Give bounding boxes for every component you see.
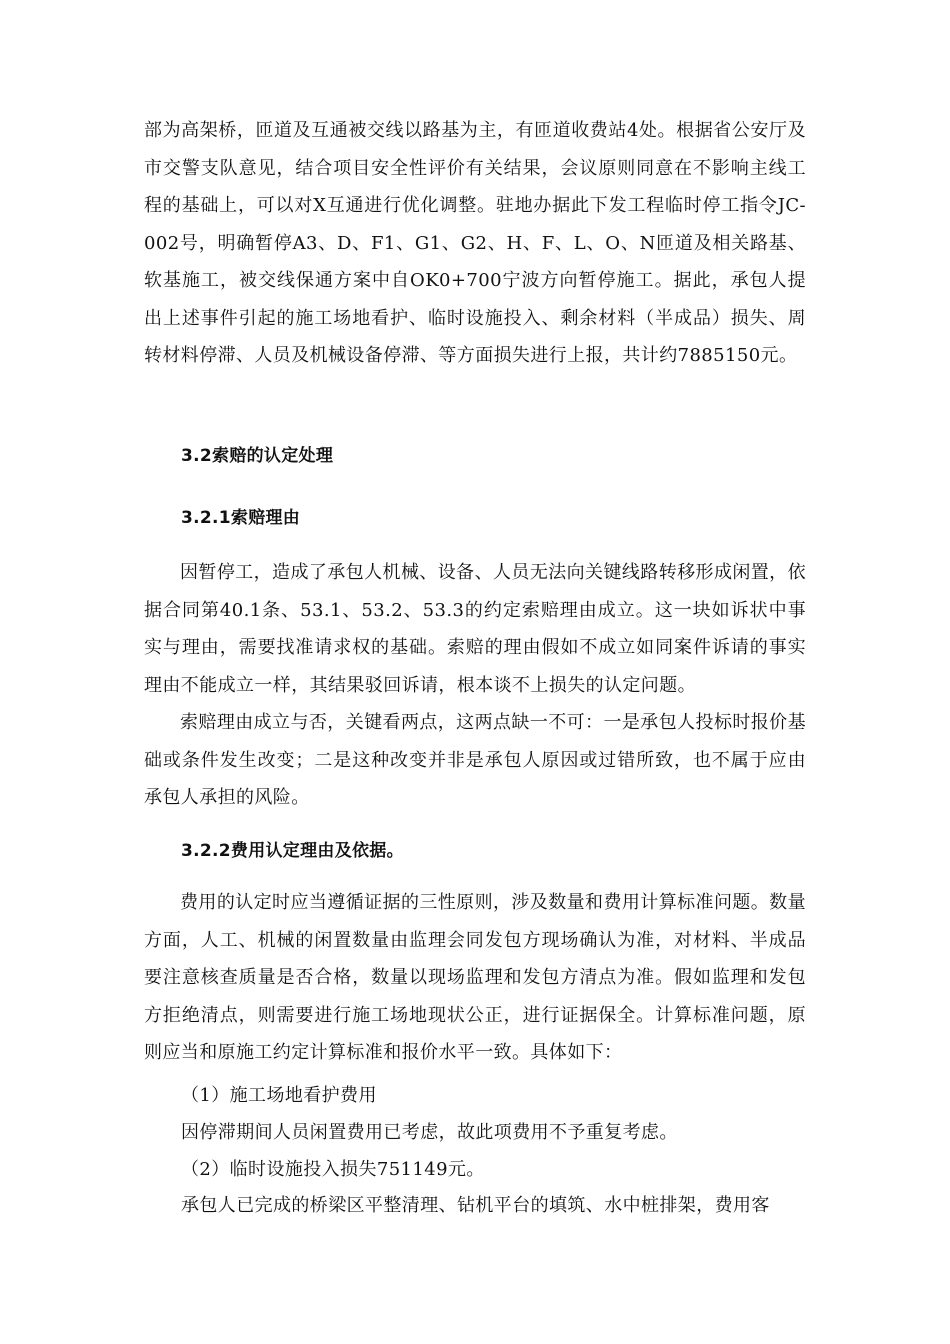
paragraph-cost-basis: 费用的认定时应当遵循证据的三性原则，涉及数量和费用计算标准问题。数量方面，人工、机械的闲置数量由监理会同发包方现场确认为准，对材料、半成品要注意核查质量是否合格，数量以现场监理和发包方清点为准。假如监理和发包方拒绝清点，则需要进行施工场地现状公正，进行证据保全。计算标准问题，原则应当和原施工约定计算标准和报价水平一致。具体如下：	[144, 892, 806, 1063]
section-heading-3-2: 3.2索赔的认定处理	[181, 446, 334, 466]
paragraph-project-background: 部为高架桥，匝道及互通被交线以路基为主，有匝道收费站4处。根据省公安厅及市交警支队意见，结合项目安全性评价有关结果，会议原则同意在不影响主线工程的基础上，可以对X互通进行优化调整。驻地办据此下发工程临时停工指令JC-002号，明确暂停A3、D、F1、G1、G2、H、F、L、O、N匝道及相关路基、软基施工，被交线保通方案中自OK0+700宁波方向暂停施工。据此，承包人提出上述事件引起的施工场地看护、临时设施投入、剩余材料（半成品）损失、周转材料停滞、人员及机械设备停滞、等方面损失进行上报，共计约7885150元。	[144, 120, 806, 366]
paragraph-claim-conditions: 索赔理由成立与否，关键看两点，这两点缺一不可：一是承包人投标时报价基础或条件发生改变；二是这种改变并非是承包人原因或过错所致，也不属于应由承包人承担的风险。	[144, 712, 806, 808]
paragraph-claim-reason: 因暂停工，造成了承包人机械、设备、人员无法向关键线路转移形成闲置，依据合同第40.1条、53.1、53.2、53.3的约定索赔理由成立。这一块如诉状中事实与理由，需要找准请求权的基础。索赔的理由假如不成立如同案件诉请的事实理由不能成立一样，其结果驳回诉请，根本谈不上损失的认定问题。	[144, 562, 806, 696]
list-item-temporary-facilities-text: 承包人已完成的桥梁区平整清理、钻机平台的填筑、水中桩排架，费用客	[181, 1195, 770, 1216]
section-heading-3-2-1: 3.2.1索赔理由	[181, 508, 301, 528]
section-heading-3-2-2: 3.2.2费用认定理由及依据。	[181, 841, 404, 861]
list-item-site-guarding-title: （1）施工场地看护费用	[181, 1085, 377, 1106]
list-item-temporary-facilities-title: （2）临时设施投入损失751149元。	[181, 1159, 485, 1180]
list-item-site-guarding-text: 因停滞期间人员闲置费用已考虑，故此项费用不予重复考虑。	[181, 1122, 678, 1143]
